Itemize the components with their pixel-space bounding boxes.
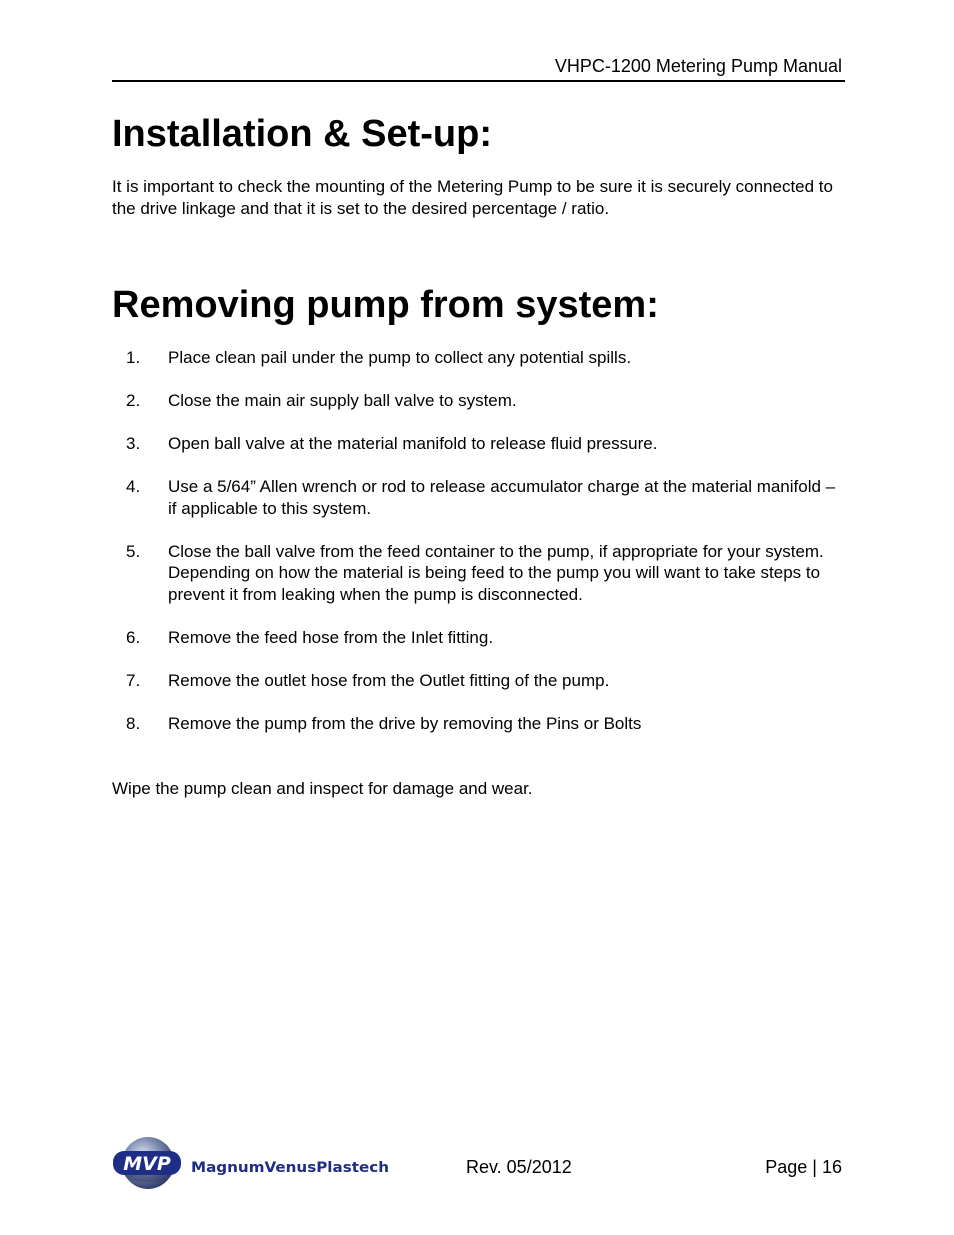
step-text: Remove the outlet hose from the Outlet fitting of the pump. (168, 670, 610, 690)
step-text: Open ball valve at the material manifold to release fluid pressure. (168, 434, 658, 453)
document-header-title: VHPC-1200 Metering Pump Manual (554, 56, 842, 76)
removal-steps-list (112, 347, 844, 756)
step-number: 6. (126, 627, 141, 647)
step-item (112, 347, 844, 369)
step-number: 2. (126, 391, 141, 410)
step-text: Close the main air supply ball valve to system. (168, 391, 517, 410)
installation-paragraph: It is important to check the mounting of the Metering Pump to be sure it is securely connected to the drive linkage and that it is set to the desired percentage / ratio. (112, 177, 833, 218)
step-item (112, 433, 844, 455)
step-number: 4. (126, 477, 141, 496)
step-item (112, 713, 844, 735)
revision-label: Rev. 05/2012 (466, 1157, 572, 1177)
step-text: Close the ball valve from the feed container to the pump, if appropriate for your system. Depending on how the material is being feed to the pump you will want to take steps to prevent it from leaking when the pump is disconnected. (168, 541, 824, 604)
step-text: Place clean pail under the pump to collect any potential spills. (168, 348, 632, 367)
company-logo (110, 1134, 392, 1192)
logo-mark: MVP (123, 1153, 171, 1175)
removing-heading: Removing pump from system: (112, 284, 659, 326)
step-item (112, 390, 844, 412)
closing-paragraph: Wipe the pump clean and inspect for damage and wear. (112, 779, 533, 798)
step-text: Remove the feed hose from the Inlet fitting. (168, 627, 494, 647)
header-divider (112, 80, 845, 82)
logo-company-name: MagnumVenusPlastech (191, 1160, 389, 1176)
installation-heading: Installation & Set-up: (112, 113, 492, 155)
step-item (112, 627, 844, 649)
step-item (112, 541, 844, 606)
step-item (112, 476, 844, 519)
step-text: Remove the pump from the drive by removing the Pins or Bolts (168, 713, 642, 733)
step-number: 7. (126, 670, 141, 690)
step-item (112, 670, 844, 692)
step-number: 1. (126, 348, 141, 367)
step-number: 5. (126, 541, 141, 561)
step-number: 8. (126, 713, 141, 733)
page-number: Page | 16 (765, 1157, 842, 1177)
step-text: Use a 5/64” Allen wrench or rod to release accumulator charge at the material manifold – if applicable to this system. (168, 477, 836, 518)
step-number: 3. (126, 434, 141, 453)
